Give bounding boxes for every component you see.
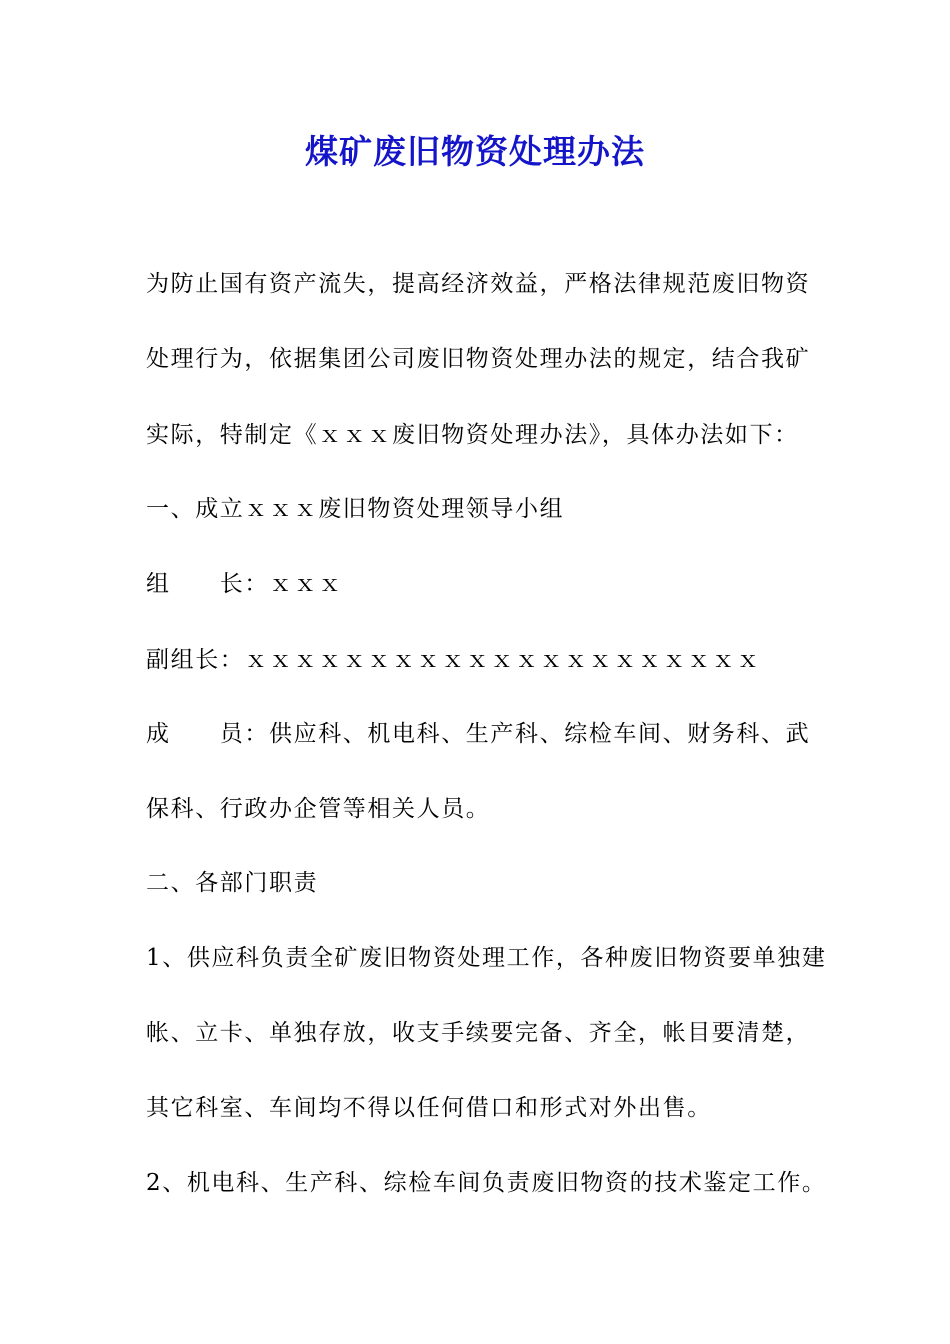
duty-item-1-line-2: 帐、立卡、单独存放，收支手续要完备、齐全，帐目要清楚，	[146, 1020, 811, 1046]
members-line-1: 成 员：供应科、机电科、生产科、综检车间、财务科、武	[146, 721, 811, 747]
group-leader-line: 组 长：ｘｘｘ	[146, 571, 343, 597]
section-heading-1: 一、成立ｘｘｘ废旧物资处理领导小组	[146, 496, 565, 522]
document-title: 煤矿废旧物资处理办法	[305, 132, 645, 171]
paragraph-intro-line-2: 处理行为，依据集团公司废旧物资处理办法的规定，结合我矿	[146, 346, 811, 372]
deputy-leader-line: 副组长：ｘｘｘｘｘｘｘｘｘｘｘｘｘｘｘｘｘｘｘｘｘ	[146, 647, 761, 673]
duty-item-2-line-1: 2、机电科、生产科、综检车间负责废旧物资的技术鉴定工作。	[146, 1170, 827, 1196]
paragraph-intro-line-3: 实际，特制定《ｘｘｘ废旧物资处理办法》，具体办法如下：	[146, 422, 799, 448]
members-line-2: 保科、行政办企管等相关人员。	[146, 796, 491, 822]
paragraph-intro-line-1: 为防止国有资产流失，提高经济效益，严格法律规范废旧物资	[146, 271, 811, 297]
duty-item-1-line-1: 1、供应科负责全矿废旧物资处理工作，各种废旧物资要单独建	[146, 945, 827, 971]
duty-item-1-line-3: 其它科室、车间均不得以任何借口和形式对外出售。	[146, 1095, 712, 1121]
section-heading-2: 二、各部门职责	[146, 870, 319, 896]
